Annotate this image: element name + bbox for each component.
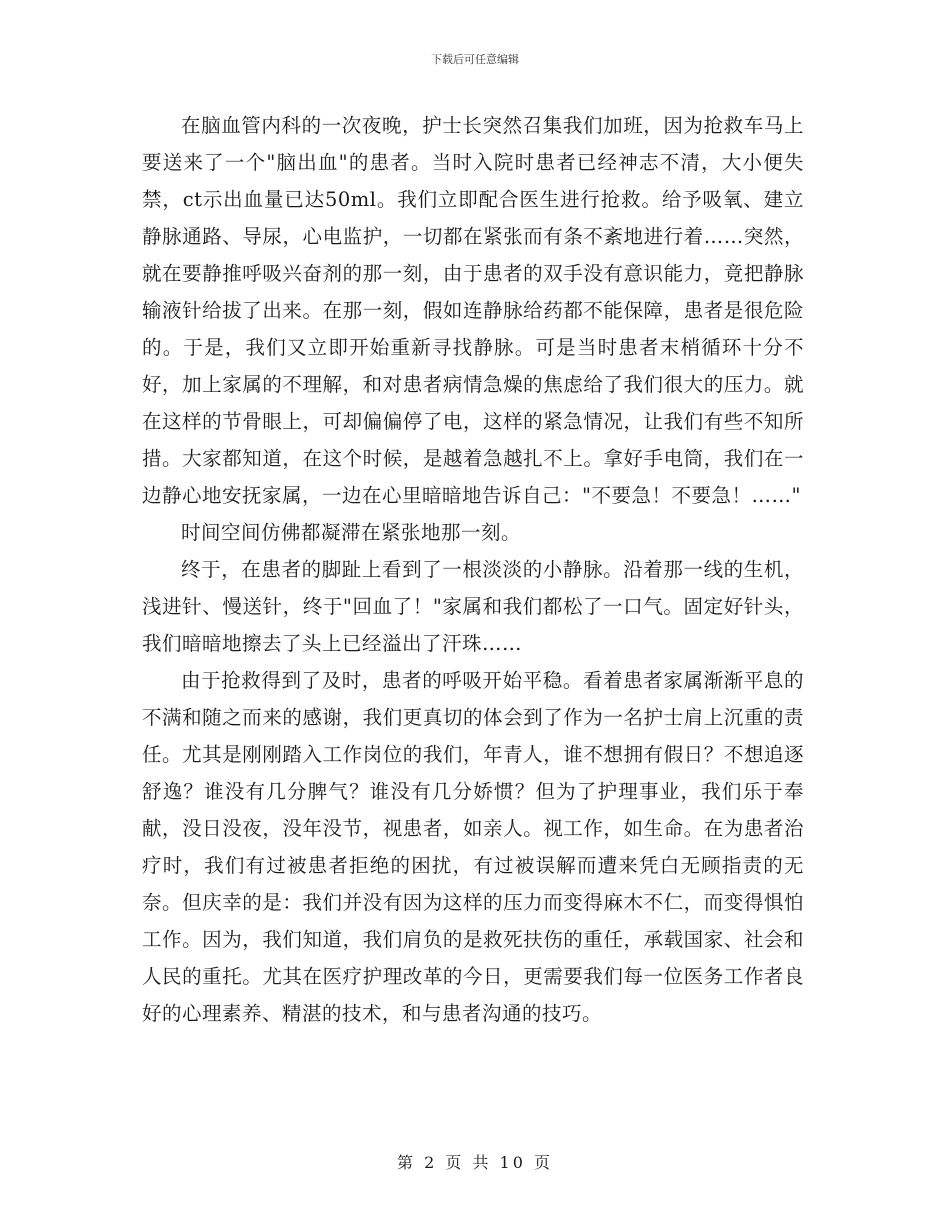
paragraph: 时间空间仿佛都凝滞在紧张地那一刻。 xyxy=(181,521,522,544)
paragraph: 由于抢救得到了及时，患者的呼吸开始平稳。看着患者家属渐渐平息的不满和随之而来的感谢，我们更真切的体会到了作为一名护士肩上沉重的责任。尤其是刚刚踏入工作岗位的我们，年青人，谁不想拥有假日？不想追逐舒逸？谁没有几分脾气？谁没有几分娇惯？但为了护理事业，我们乐于奉献，没日没夜，没年没节，视患者，如亲人。视工作，如生命。在为患者治疗时，我们有过被患者拒绝的困扰，有过被误解而遭来凭白无顾指责的无奈。但庆幸的是：我们并没有因为这样的压力而变得麻木不仁，而变得惧怕工作。因为，我们知道，我们肩负的是救死扶伤的重任，承载国家、社会和人民的重托。尤其在医疗护理改革的今日，更需要我们每一位医务工作者良好的心理素养、精湛的技术，和与患者沟通的技巧。 xyxy=(142,669,804,1025)
document-body xyxy=(142,107,804,1032)
paragraph: 终于，在患者的脚趾上看到了一根淡淡的小静脉。沿着那一线的生机，浅进针、慢送针，终于"回血了！"家属和我们都松了一口气。固定好针头，我们暗暗地擦去了头上已经溢出了汗珠…… xyxy=(142,558,804,655)
page-header-note: 下载后可任意编辑 xyxy=(431,53,519,66)
paragraph: 在脑血管内科的一次夜晚，护士长突然召集我们加班，因为抢救车马上要送来了一个"脑出血"的患者。当时入院时患者已经神志不清，大小便失禁，ct示出血量已达50ml。我们立即配合医生进行抢救。给予吸氧、建立静脉通路、导尿，心电监护，一切都在紧张而有条不紊地进行着……突然，就在要静推呼吸兴奋剂的那一刻，由于患者的双手没有意识能力，竟把静脉输液针给拔了出来。在那一刻，假如连静脉给药都不能保障，患者是很危险的。于是，我们又立即开始重新寻找静脉。可是当时患者末梢循环十分不好，加上家属的不理解，和对患者病情急燥的焦虑给了我们很大的压力。就在这样的节骨眼上，可却偏偏停了电，这样的紧急情况，让我们有些不知所措。大家都知道，在这个时候，是越着急越扎不上。拿好手电筒，我们在一边静心地安抚家属，一边在心里暗暗地告诉自己："不要急！不要急！……" xyxy=(142,114,804,507)
page-number-footer: 第 2 页 共 10 页 xyxy=(397,1153,553,1172)
